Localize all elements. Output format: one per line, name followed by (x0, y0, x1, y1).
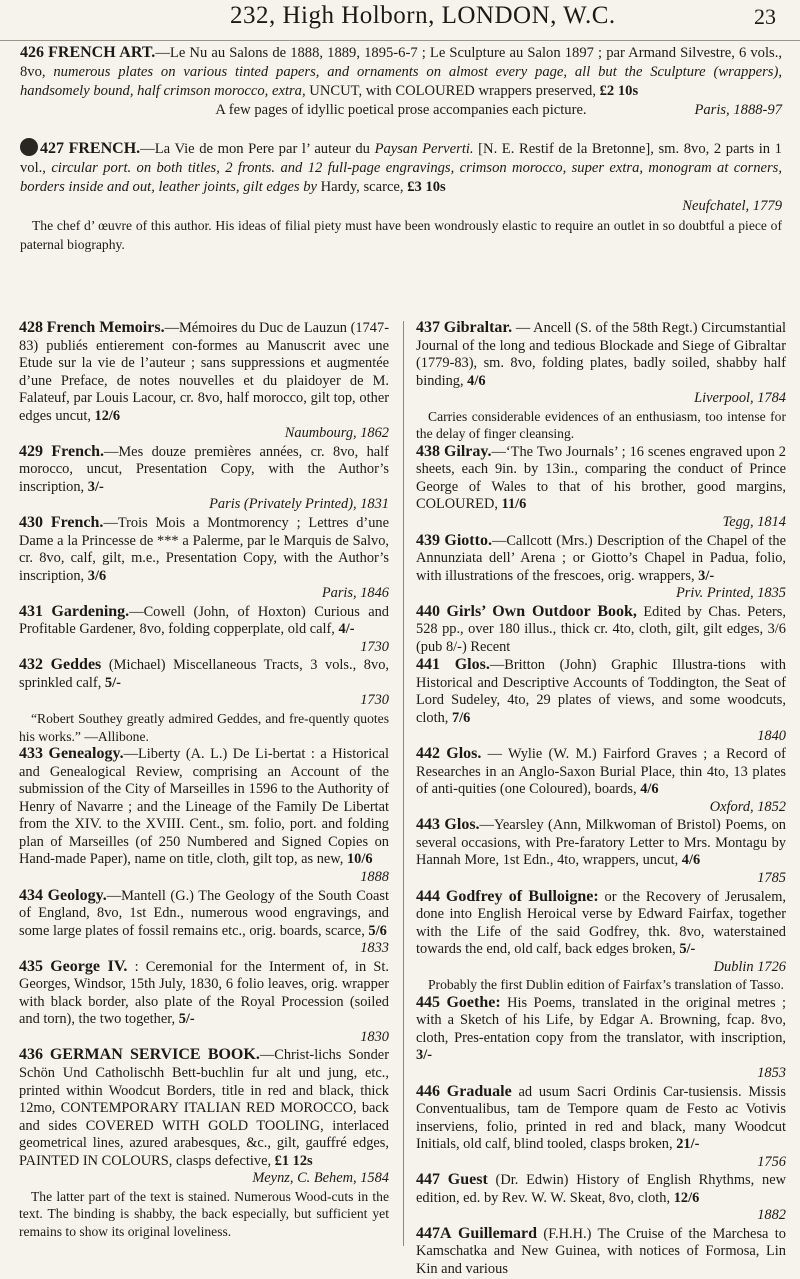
entry-number: 438 (416, 442, 440, 460)
entry-436 (19, 1046, 389, 1187)
entry-446 (416, 1083, 786, 1172)
page-header (0, 0, 800, 41)
catalogue-entry (20, 138, 782, 254)
entry-number: 434 (19, 886, 43, 904)
entry-428 (19, 319, 389, 443)
entry-text: (Michael) Miscellaneous Tracts, 3 vols., 8vo, sprinkled calf, (19, 657, 389, 691)
entry-432 (19, 656, 389, 710)
entry-price: 5/- (104, 674, 121, 691)
entry-price: 3/- (698, 567, 715, 584)
entry-429 (19, 443, 389, 514)
entry-text: — Wylie (W. M.) Fairford Graves ; a Record of Researches in an Anglo-Saxon Burial Place, thin 4to, 13 plates of anti-quities (one Coloured), boards, (416, 746, 786, 798)
entry-434 (19, 887, 389, 958)
entry-heading: Godfrey of Bulloigne: (445, 887, 599, 905)
entry-price: 3/6 (87, 567, 107, 584)
entry-number: 446 (416, 1082, 440, 1100)
entry-text: —Mémoires du Duc de Lauzun (1747-83) publiés entierement con-formes au Manuscrit avec une Etude sur la vie de l’auteur ; sans suppressions et augmentée d’une Preface, de notes nouvelles et du plaidoyer de M. Falateuf, par Louis Lacour, cr. 8vo, half morocco, gilt top, other edges uncut, (19, 320, 389, 424)
entry-heading: Goethe: (446, 993, 501, 1011)
entry-place: Naumbourg, 1862 (284, 425, 389, 442)
entry-note: “Robert Southey greatly admired Geddes, and fre-quently quotes his works.” —Allibone. (19, 711, 389, 744)
entry-text-italic: Paysan Perverti. (374, 141, 474, 157)
entry-note: The chef d’ œuvre of this author. His ideas of filial piety must have been wondrously elastic to require an outlet in so doubtful a piece of paternal biography. (20, 218, 782, 252)
entry-447 (416, 1171, 786, 1225)
column-divider (403, 321, 404, 1246)
entry-439 (416, 532, 786, 603)
entry-heading: FRENCH. (68, 140, 141, 157)
entry-text: (Dr. Edwin) History of English Rhythms, new edition, ed. by Rev. W. W. Skeat, 8vo, cloth, (416, 1172, 786, 1206)
entry-price: 5/6 (368, 922, 387, 939)
entry-number: 439 (416, 531, 440, 549)
entry-445 (416, 994, 786, 1083)
entry-place: Oxford, 1852 (709, 798, 786, 815)
entry-place: 1730 (360, 692, 389, 709)
entry-heading: Geology. (47, 886, 107, 904)
entry-text: —Callcott (Mrs.) Description of the Chapel of the Annunziata dell’ Arena ; or Giotto’s Chapel in Padua, folio, with illustrations of the frescoes, orig. wrappers, (416, 532, 786, 584)
entry-heading: GERMAN SERVICE BOOK. (49, 1046, 260, 1064)
entry-442 (416, 745, 786, 816)
entry-text: — Ancell (S. of the 58th Regt.) Circumstantial Journal of the long and tedious Blockade and Siege of Gibraltar (1779-83), sm. 8vo, folding plates, badly soiled, shabby half binding, (416, 320, 786, 389)
entry-number: 442 (416, 745, 440, 763)
entry-text-italic: circular port. on both titles, 2 fronts. and 12 full-page engravings, crimson morocco, super extra, monogram at corners, borders inside and out, leather joints, gilt edges by (20, 160, 783, 195)
entry-430 (19, 514, 389, 603)
page-title: 232, High Holborn, LONDON, W.C. (230, 2, 616, 29)
entry-text: His Poems, translated in the original metres ; with a Sketch of his Life, by Edgar A. Browning, fcap. 8vo, cloth, Pres-entation copy from the translator, with inscription, (416, 994, 786, 1046)
entry-heading: Glos. (454, 656, 490, 674)
entry-text-italic: numerous plates on various tinted papers, and ornaments on almost every page, all but the Sculpture (wrappers), handsomely bound, half crimson morocco, extra, (20, 64, 782, 99)
entry-number: 444 (416, 887, 440, 905)
entry-number: 435 (19, 957, 43, 975)
entry-text: Edited by Chas. Peters, 528 pp., over 180 illus., thick cr. 4to, cloth, gilt, gilt edges, 3/6 (pub 8/-) Recent (416, 603, 786, 655)
entry-437 (416, 319, 786, 408)
entry-438 (416, 443, 786, 532)
catalogue-entry (20, 43, 782, 120)
entry-text: : Ceremonial for the Interment of, in St. Georges, Windsor, 15th July, 1830, 6 folio leaves, orig. wrapper with black border, also plate of the Royal Procession (soiled and torn), the two together, (19, 958, 389, 1028)
entry-price: 3/- (416, 1047, 432, 1064)
entry-price: 12/6 (673, 1189, 700, 1206)
entry-price: 4/6 (467, 372, 486, 389)
entry-place: 1756 (757, 1153, 786, 1170)
entry-note: Probably the first Dublin edition of Fairfax’s translation of Tasso. (428, 977, 784, 993)
entry-heading: Glos. (446, 745, 482, 763)
entry-text: —La Vie de mon Pere par l’ auteur du (140, 141, 375, 157)
entry-place: Paris (Privately Printed), 1831 (209, 496, 389, 513)
entry-heading: Graduale (446, 1082, 512, 1100)
entry-heading: Gilray. (443, 442, 492, 460)
entry-text: UNCUT, with COLOURED wrappers preserved, (309, 83, 600, 99)
entry-price: £1 12s (274, 1152, 313, 1169)
entry-text: —Cowell (John, of Hoxton) Curious and Profitable Gardener, 8vo, folding copperplate, old calf, (19, 603, 389, 638)
entry-price: 4/6 (640, 781, 659, 798)
entry-heading: Genealogy. (48, 745, 124, 763)
entry-heading: George IV. (50, 957, 128, 975)
entry-price: 12/6 (94, 407, 121, 424)
entry-431 (19, 603, 389, 657)
entry-number: 427 (40, 140, 64, 157)
entry-heading: French Memoirs. (46, 319, 165, 336)
entry-number: 436 (19, 1046, 43, 1064)
entry-heading: Gardening. (51, 602, 130, 620)
entry-text: [N. E. Restif de la Bretonne], sm. 8vo, 2 parts in 1 vol., (20, 141, 782, 176)
entry-heading: Guillemard (457, 1224, 538, 1242)
entry-444 (416, 888, 786, 977)
entry-heading: Girls’ Own Outdoor Book, (446, 602, 637, 620)
entry-text: —Mantell (G.) The Geology of the South Coast of England, 8vo, 1st Edn., numerous wood engravings, and some large plates of fossil remains etc., orig. boards, scarce, (19, 887, 389, 939)
entry-price: 21/- (676, 1136, 700, 1153)
entry-text: Hardy, scarce, (320, 179, 408, 195)
entry-number: 437 (416, 319, 440, 336)
entry-number: 440 (416, 602, 440, 620)
entry-435 (19, 958, 389, 1047)
entry-number: 428 (19, 319, 43, 336)
entry-price: £2 10s (599, 83, 639, 99)
entry-place: 1785 (757, 869, 786, 886)
entry-text: —Yearsley (Ann, Milkwoman of Bristol) Poems, on several occasions, with Pre-faratory Letter to Mrs. Montagu by Hannah More, 1st Edn., 4to, wrappers, uncut, (416, 817, 786, 869)
entry-number: 429 (19, 442, 43, 460)
entry-price: 7/6 (451, 710, 471, 727)
entry-note: Carries considerable evidences of an enthusiasm, too intense for the delay of finger cleansing. (416, 408, 786, 442)
entry-place: Priv. Printed, 1835 (675, 585, 786, 602)
entry-text: —Christ-lichs Sonder Schön Und Catholischh Bett-buchlin fur alt und jung, etc., printed within Woodcut Borders, title in red and black, thick 12mo, CONTEMPORARY ITALIAN RED MOROCCO, back and sides COVERED WITH GOLD TOOLING, interlaced geometrical lines, azured arabesques, &c., gilt, gauffré edges, PAINTED IN COLOURS, clasps defective, (19, 1047, 389, 1169)
entry-price: 11/6 (501, 496, 527, 513)
entry-440 (416, 603, 786, 657)
entry-number: 445 (416, 993, 440, 1011)
entry-441 (416, 656, 786, 745)
entry-number: 433 (19, 745, 43, 763)
entry-heading: Glos. (444, 816, 480, 834)
entry-place: Liverpool, 1784 (694, 390, 786, 407)
page-number: 23 (754, 4, 776, 29)
entry-price: £3 10s (407, 179, 446, 195)
entry-place: Paris, 1846 (321, 585, 389, 602)
entry-place: 1730 (360, 638, 389, 655)
entry-heading: French. (50, 514, 104, 532)
entry-place: 1840 (757, 727, 786, 744)
entry-place: Dublin 1726 (713, 958, 786, 975)
entry-text: —Trois Mois a Montmorency ; Lettres d’une Dame a la Princesse de *** a Palerme, par le Marquis de Salvo, cr. 8vo, calf, gilt, m.e., Presentation Copy, with the Author’s inscription, (19, 515, 389, 584)
entry-number: 441 (416, 656, 440, 674)
entry-text: —Mes douze premières années, cr. 8vo, half morocco, uncut, Presentation Copy, with the Author’s inscription, (19, 443, 389, 495)
entry-heading: French. (51, 442, 104, 460)
entry-number: 447A (416, 1224, 452, 1242)
entry-number: 426 (20, 44, 44, 61)
entry-number: 431 (19, 602, 43, 620)
entry-price: 5/- (679, 941, 696, 958)
left-column (19, 319, 389, 1240)
entry-note: A few pages of idyllic poetical prose accompanies each picture. (215, 102, 587, 118)
entry-place: 1853 (757, 1064, 786, 1081)
entry-place: Meynz, C. Behem, 1584 (252, 1170, 389, 1187)
entry-number: 430 (19, 514, 43, 532)
entry-place: Tegg, 1814 (722, 514, 786, 531)
entry-number: 432 (19, 656, 43, 674)
entry-place: Paris, 1888-97 (694, 102, 782, 118)
entry-note: The latter part of the text is stained. Numerous Wood-cuts in the text. The binding is shabby, the back especially, but sufficient yet remains to show its original loveliness. (19, 1188, 389, 1239)
entry-433 (19, 745, 389, 886)
entry-text: or the Recovery of Jerusalem, done into English Heroical verse by Edward Fairfax, together with the Life of the said Godfrey, thk. 8vo, waterstained towards the end, old calf, back edges broken, (416, 888, 786, 958)
entry-447A (416, 1225, 786, 1279)
entry-text: —‘The Two Journals’ ; 16 scenes engraved upon 2 sheets, each 9in. by 13in., comparing the conduct of Prince George of Wales to that of his brother, good margins, COLOURED, (416, 443, 786, 513)
entry-text: —Le Nu au Salons de 1888, 1889, 1895-6-7 ; Le Sculpture au Salon 1897 ; par Armand Silvestre, 6 vols., 8vo, (20, 45, 783, 80)
right-column (416, 319, 786, 1279)
entry-text: —Liberty (A. L.) De Li-bertat : a Historical and Genealogical Review, comprising an Account of the submission of the City of Marseilles in 1596 to the Authority of Henry of Navarre ; and the Lineage of the Family De Libertat from the XIV. to the XVIII. Cent., sm. folio, port. and folding plan of Marseilles (of 250 Numbered and Signed Copies on Hand-made Paper), name on title, cloth, gilt top, as new, (19, 746, 389, 868)
entry-price: 3/- (87, 478, 104, 495)
entry-number: 447 (416, 1171, 440, 1189)
entry-price: 4/- (338, 621, 355, 638)
entry-number: 443 (416, 816, 440, 834)
entry-text: ad usum Sacri Ordinis Car-tusiensis. Missis Conventualibus, tam de Tempore quam de Festo ac Votivis inserviens, folio, printed in red and black, many Woodcut Initials, old calf, blind tooled, clasps broken, (416, 1083, 786, 1153)
entry-heading: Giotto. (444, 531, 492, 549)
entry-heading: Guest (447, 1171, 488, 1189)
entry-heading: Gibraltar. (443, 319, 513, 336)
entry-price: 5/- (178, 1011, 195, 1028)
entry-heading: FRENCH ART. (48, 44, 156, 61)
entry-price: 10/6 (346, 851, 373, 868)
entry-place: 1830 (360, 1028, 389, 1045)
entry-place: Neufchatel, 1779 (682, 198, 782, 214)
entry-place: 1833 (360, 940, 389, 957)
ornament-icon (20, 138, 38, 156)
entry-443 (416, 816, 786, 887)
entry-place: 1888 (360, 868, 389, 885)
entry-price: 4/6 (681, 852, 701, 869)
entry-heading: Geddes (50, 656, 102, 674)
entry-text: —Britton (John) Graphic Illustra-tions with Historical and Descriptive Accounts of Toddington, the Seat of Lord Sudeley, 4to, 29 plates of views, and some woodcuts, cloth, (416, 657, 786, 727)
entry-text: (F.H.H.) The Cruise of the Marchesa to Kamschatka and New Guinea, with notices of Formosa, Lin Kin and various (416, 1225, 786, 1277)
entry-place: 1882 (757, 1207, 786, 1224)
entry-427 (20, 138, 782, 216)
